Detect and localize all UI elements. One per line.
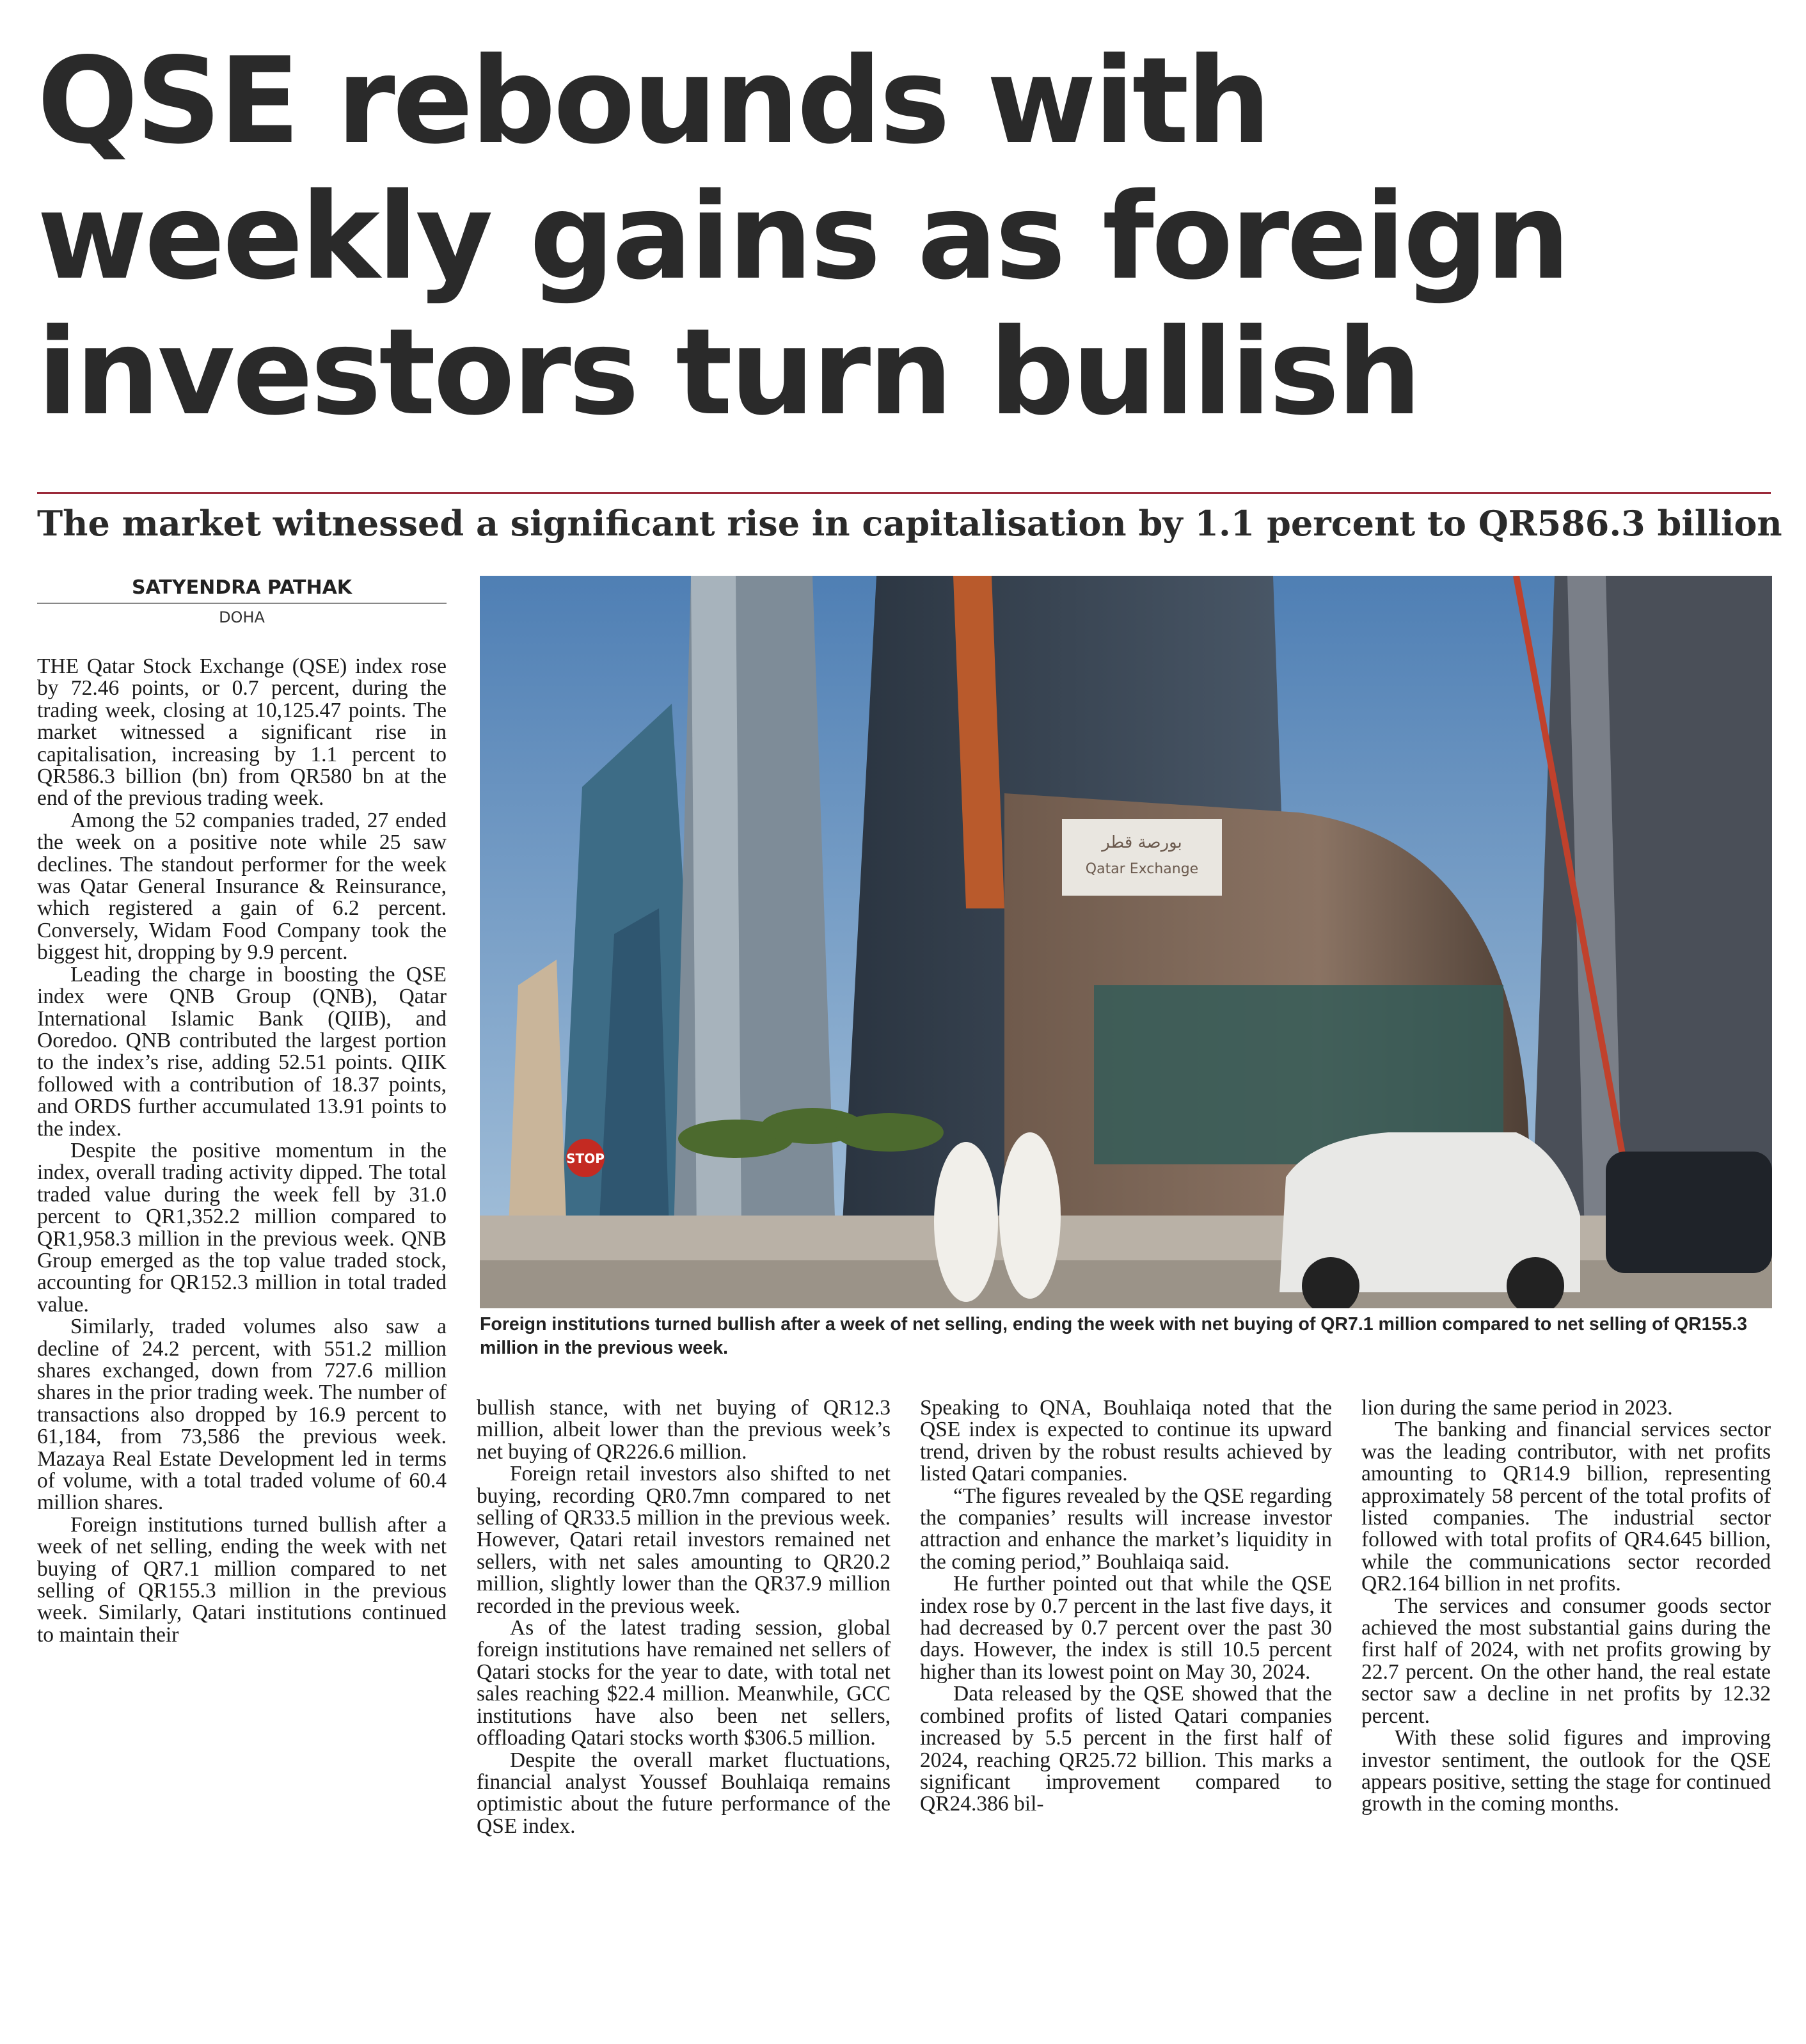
sign-arabic: بورصة قطر [1102, 833, 1182, 852]
byline [37, 576, 447, 627]
headline-line-1: QSE rebounds with [37, 31, 1269, 170]
sign-english: Qatar Exchange [1085, 861, 1199, 877]
paragraph: Despite the overall market fluctuations, financial analyst Youssef Bouhlaiqa remains optimistic about the future performance of the QSE index. [477, 1748, 891, 1838]
paragraph: The services and consumer goods sector achieved the most substantial gains during the first half of 2024, with net profits growing by 22.7 percent. On the other hand, the real estate sector saw a decline in net profits by 12.32 percent. [1361, 1594, 1771, 1728]
article-column-4 [1361, 1397, 1771, 1816]
paragraph: Leading the charge in boosting the QSE index were QNB Group (QNB), Qatar International Islamic Bank (QIIB), and Ooredoo. QNB contributed the largest portion to the index’s rise, adding 52.51 points. QIIK followed with a contribution of 18.37 points, and ORDS further accumulated 13.91 points to the index. [37, 962, 447, 1141]
headline-line-2: weekly gains as foreign [37, 167, 1568, 306]
headline [37, 33, 1777, 440]
paragraph: The banking and financial services sector was the leading contributor, with net profits amounting to QR14.9 billion, representing approximately 58 percent of the total profits of listed companies. The industrial sector followed with total profits of QR4.645 billion, while the communications sector recorded QR2.164 billion in net profits. [1361, 1418, 1771, 1596]
paragraph: Among the 52 companies traded, 27 ended the week on a positive note while 25 saw declines. The standout performer for the week was Qatar General Insurance & Reinsurance, which registered a gain of 6.2 percent. Conversely, Widam Food Company took the biggest hit, dropping by 9.9 percent. [37, 808, 447, 965]
byline-divider [37, 603, 447, 604]
paragraph: He further pointed out that while the QSE index rose by 0.7 percent in the last five days, it had decreased by 0.7 percent over the past 30 days. However, the index is still 10.5 percent higher than its lowest point on May 30, 2024. [920, 1572, 1332, 1684]
paragraph: THE Qatar Stock Exchange (QSE) index rose by 72.46 points, or 0.7 percent, during the trading week, closing at 10,125.47 points. The market witnessed a significant rise in capitalisation, increasing by 1.1 percent to QR586.3 billion (bn) from QR580 bn at the end of the previous trading week. [37, 654, 447, 811]
photo-caption: Foreign institutions turned bullish after a week of net selling, ending the week with net buying of QR7.1 million compared to net selling of QR155.3 million in the previous week. [480, 1314, 1747, 1358]
paragraph: With these solid figures and improving investor sentiment, the outlook for the QSE appears positive, setting the stage for continued growth in the coming months. [1361, 1726, 1771, 1816]
paragraph: As of the latest trading session, global foreign institutions have remained net sellers of Qatari stocks for the year to date, with total net sales reaching $22.4 million. Meanwhile, GCC institutions have also been net sellers, offloading Qatari stocks worth $306.5 million. [477, 1616, 891, 1750]
paragraph: Data released by the QSE showed that the combined profits of listed Qatari companies increased by 5.5 percent in the first half of 2024, reaching QR25.72 billion. This marks a significant improvement compared to QR24.386 bil- [920, 1682, 1332, 1816]
paragraph: Speaking to QNA, Bouhlaiqa noted that the QSE index is expected to continue its upward trend, driven by the robust results achieved by listed Qatari companies. [920, 1396, 1332, 1486]
headline-divider [37, 492, 1771, 494]
paragraph: “The figures revealed by the QSE regarding the companies’ results will increase investor attraction and enhance the market’s liquidity in the coming period,” Bouhlaiqa said. [920, 1484, 1332, 1574]
paragraph: Similarly, traded volumes also saw a decline of 24.2 percent, with 551.2 million shares exchanged, down from 727.6 million shares in the prior trading week. The number of transactions also dropped by 16.9 percent to 61,184, from 73,586 the previous week. Mazaya Real Estate Development led in terms of volume, with a total traded volume of 60.4 million shares. [37, 1315, 447, 1515]
subheadline: The market witnessed a significant rise in capitalisation by 1.1 percent to QR586.3 billion [37, 503, 1782, 544]
article-column-2 [477, 1397, 891, 1837]
paragraph: lion during the same period in 2023. [1361, 1396, 1673, 1420]
byline-location: DOHA [219, 608, 265, 626]
stop-sign: STOP [566, 1151, 605, 1166]
paragraph: bullish stance, with net buying of QR12.3 million, albeit lower than the previous week’s net buying of QR226.6 million. [477, 1396, 891, 1464]
headline-line-3: investors turn bullish [37, 303, 1420, 441]
paragraph: Foreign retail investors also shifted to net buying, recording QR0.7mn compared to net selling of QR33.5 million in the previous week. However, Qatari retail investors remained net sellers, with net sales amounting to QR20.2 million, slightly lower than the QR37.9 million recorded in the previous week. [477, 1462, 891, 1618]
article-photo [480, 576, 1772, 1308]
article-column-3 [920, 1397, 1332, 1816]
article-column-1 [37, 656, 447, 1646]
paragraph: Foreign institutions turned bullish after a week of net selling, ending the week with net buying of QR7.1 million compared to net selling of QR155.3 million in the previous week. Similarly, Qatari institutions continued to maintain their [37, 1512, 447, 1647]
paragraph: Despite the positive momentum in the index, overall trading activity dipped. The total traded value during the week fell by 31.0 percent to QR1,352.2 million compared to QR1,958.3 million in the previous week. QNB Group emerged as the top value traded stock, accounting for QR152.3 million in total traded value. [37, 1138, 447, 1317]
byline-author: SATYENDRA PATHAK [131, 576, 352, 599]
